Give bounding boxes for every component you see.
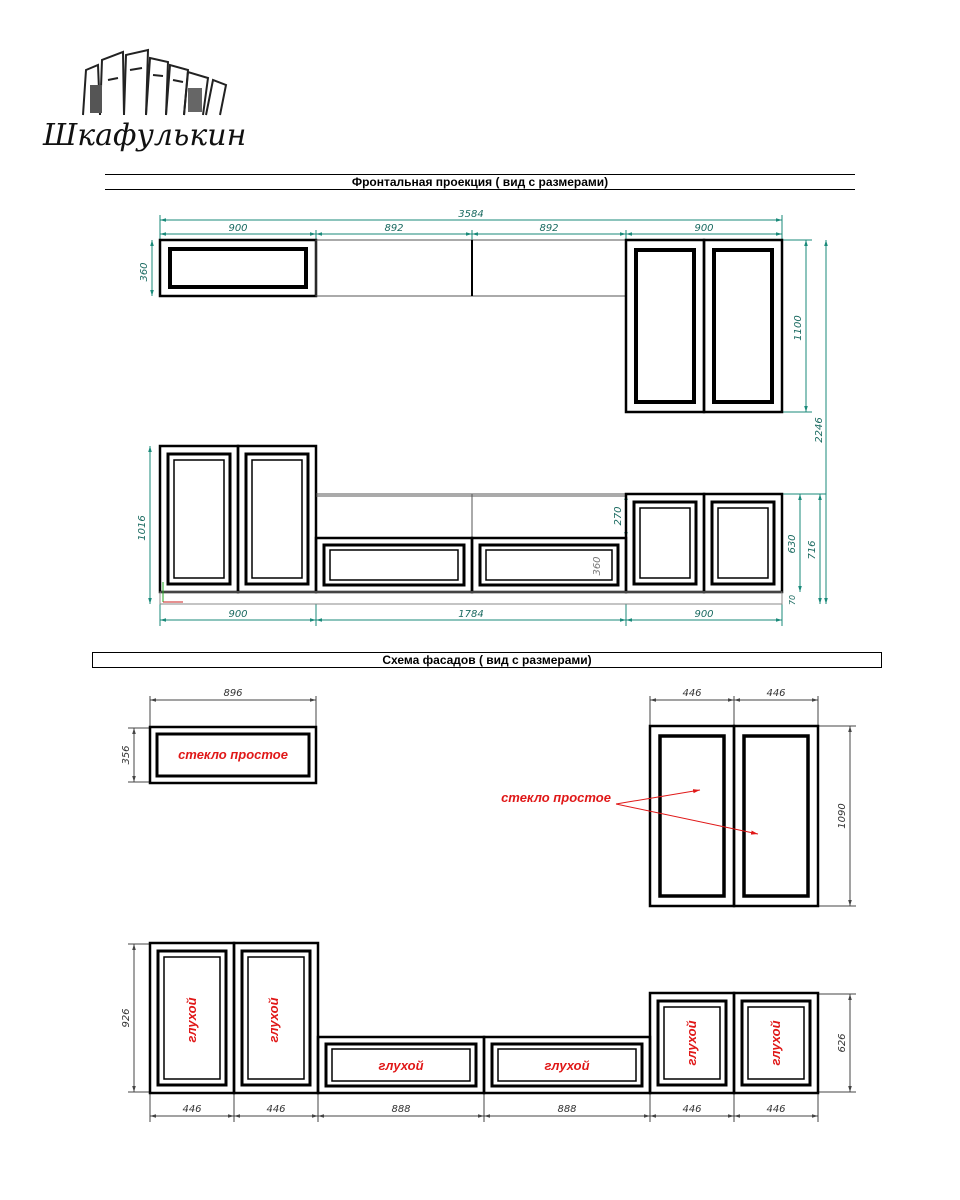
- dim-label: 900: [228, 609, 248, 620]
- dim-label: 446: [766, 688, 786, 699]
- dim-label: 1784: [458, 609, 484, 620]
- label-blind-d: глухой: [544, 1058, 590, 1073]
- facade-glass-tall-a: [650, 726, 734, 906]
- arrow-glass-a: [616, 790, 700, 804]
- label-blind-c: глухой: [378, 1058, 424, 1073]
- dim-label: 1100: [793, 315, 804, 341]
- dim-label: 446: [766, 1104, 786, 1115]
- dim-label: 360: [139, 262, 150, 282]
- dim-label: 270: [613, 506, 624, 526]
- dim-label: 892: [539, 223, 559, 234]
- dim-label: 888: [391, 1104, 411, 1115]
- label-blind-e: глухой: [684, 1020, 699, 1066]
- plinth: [160, 592, 782, 604]
- dim-label: 626: [837, 1033, 848, 1053]
- logo-text: Шкафулькин: [43, 118, 247, 153]
- cabinet-low-left-b: [238, 446, 316, 592]
- dim-label: 716: [807, 540, 818, 560]
- label-blind-a: глухой: [184, 997, 199, 1043]
- shelf-open-a: [316, 240, 472, 296]
- dim-label: 446: [182, 1104, 202, 1115]
- dim-label: 446: [266, 1104, 286, 1115]
- dim-label: 900: [694, 223, 714, 234]
- label-glass-wide: стекло простое: [178, 747, 288, 762]
- dim-label: 892: [384, 223, 404, 234]
- dim-label: 900: [694, 609, 714, 620]
- dim-label: 360: [592, 556, 603, 576]
- dim-label: 1090: [837, 803, 848, 829]
- dim-label: 446: [682, 1104, 702, 1115]
- dim-label: 1016: [137, 515, 148, 541]
- facade-glass-tall-b: [734, 726, 818, 906]
- dim-label: 926: [121, 1008, 132, 1028]
- section-title-facades: Схема фасадов ( вид с размерами): [92, 652, 882, 668]
- arrow-glass-b: [616, 804, 758, 834]
- dim-label: 896: [223, 688, 243, 699]
- dim-label: 3584: [458, 209, 484, 220]
- dim-label: 2246: [814, 417, 825, 443]
- dim-label: 356: [121, 745, 132, 765]
- dim-label: 70: [788, 594, 797, 606]
- shelf-open-b: [472, 240, 626, 296]
- dim-label: 630: [787, 534, 798, 554]
- label-blind-f: глухой: [768, 1020, 783, 1066]
- label-blind-b: глухой: [266, 997, 281, 1043]
- dim-label: 446: [682, 688, 702, 699]
- cabinet-low-left-a: [160, 446, 238, 592]
- dim-label: 900: [228, 223, 248, 234]
- cabinet-top-left-panel: [170, 249, 306, 287]
- dim-label: 888: [557, 1104, 577, 1115]
- label-glass-tall: стекло простое: [501, 790, 611, 805]
- section-title-front: Фронтальная проекция ( вид с размерами): [105, 174, 855, 190]
